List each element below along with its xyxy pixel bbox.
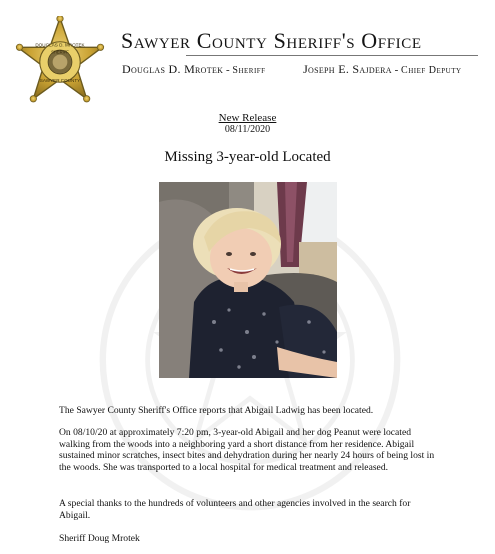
body-paragraph-3: A special thanks to the hundreds of volunteers and other agencies involved in the search for Abigail. xyxy=(59,498,411,521)
sheriff-dash: - xyxy=(225,64,233,76)
badge-top-text: DOUGLAS D. MROTEK xyxy=(35,42,85,48)
release-label: New Release xyxy=(218,112,277,124)
letterhead-divider xyxy=(186,55,478,56)
badge-center-text: SHERIFF xyxy=(51,49,69,55)
deputy-dash: - xyxy=(394,64,402,76)
sheriff-name: Douglas D. Mrotek xyxy=(122,62,224,76)
deputy-name: Joseph E. Sajdera xyxy=(303,62,392,76)
signature: Sheriff Doug Mrotek xyxy=(59,533,140,544)
sheriff-badge-icon xyxy=(14,16,106,108)
release-date: 08/11/2020 xyxy=(224,124,271,135)
sheriff-role: Sheriff xyxy=(232,65,266,76)
body-paragraph-1: The Sawyer County Sheriff's Office reports that Abigail Ladwig has been located. xyxy=(59,405,374,416)
deputy-role: Chief Deputy xyxy=(401,65,462,76)
headline: Missing 3-year-old Located xyxy=(164,149,331,165)
officials-line xyxy=(122,62,462,77)
badge-bottom-text: SAWYER COUNTY xyxy=(39,78,81,84)
child-photo xyxy=(159,182,337,378)
body-paragraph-2: On 08/10/20 at approximately 7:20 pm, 3-year-old Abigail and her dog Peanut were located walking from the woods into a neighboring yard a short distance from her residence. Abigail sustained minor scratches, insect bites and dehydration during her nearly 24 hours of being lost in the woods. She was transported to a local hospital for medical treatment and released. xyxy=(59,427,435,473)
office-title: Sawyer County Sheriff's Office xyxy=(121,28,422,53)
